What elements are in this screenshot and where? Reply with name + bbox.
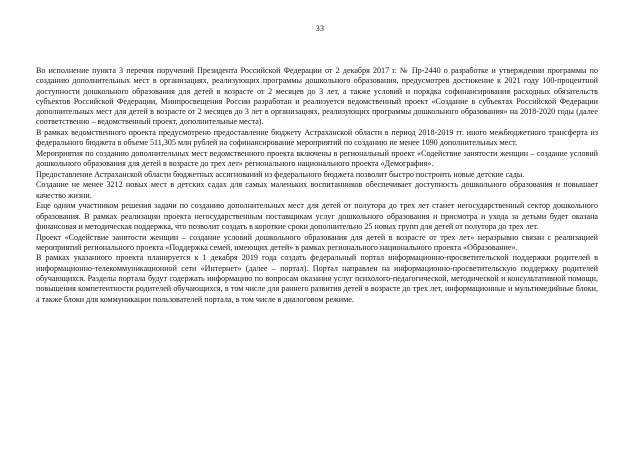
document-body (36, 66, 598, 305)
paragraph-5: Создание не менее 3212 новых мест в детских садах для самых маленьких воспитанников обеспечивает доступность дошкольного образования и повышает качество жизни. (36, 180, 598, 200)
paragraph-4: Предоставление Астраханской области бюджетных ассигнований из федерального бюджета позволит быстро построить новые детские сады. (36, 169, 525, 179)
paragraph-6: Еще одним участником решения задачи по созданию дополнительных мест для детей от полутора до трех лет станет негосударственный сектор дошкольного образования. В рамках реализации проекта негосударственным поставщикам услуг дошкольного образования и присмотра и ухода за детьми будет оказана финансовая и методическая поддержка, что позволит создать в короткие сроки дополнительно 25 новых групп для детей от полутора до трех лет. (36, 201, 598, 231)
paragraph-1: Во исполнение пункта 3 перечня поручений Президента Российской Федерации от 2 декабря 2017 г. № Пр-2440 о разработке и утверждении программы по созданию дополнительных мест в организациях, реализующих программы дошкольного образования, предусмотрев достижение к 2021 году 100-процентной доступности дошкольного образования для детей в возрасте от 2 месяцев до 3 лет, а также условий и порядка софинансирования расходных обязательств субъектов Российской Федерации, Минпросвещения России разработан и реализуется ведомственный проект «Создание в субъектах Российской Федерации дополнительных мест для детей в возрасте от 2 месяцев до 3 лет в организациях, реализующих программы дошкольного образования» на 2018-2020 годы (далее соответственно – ведомственный проект, дополнительные места). (36, 66, 598, 127)
page-number: 33 (315, 24, 325, 33)
paragraph-3: Мероприятия по созданию дополнительных мест ведомственного проекта включены в региональный проект «Содействие занятости женщин – создание условий дошкольного образования для детей в возрасте до трех лет» регионального национального проекта «Демография». (36, 148, 598, 169)
paragraph-2: В рамках ведомственного проекта предусмотрено предоставление бюджету Астраханской области в период 2018-2019 гг. иного межбюджетного трансферта из федерального бюджета в объеме 511,305 млн рублей на софинансирование мероприятий по созданию не менее 1090 дополнительных мест. (36, 128, 598, 148)
paragraph-7: Проект «Содействие занятости женщин – создание условий дошкольного образования для детей в возрасте от трех лет» неразрывно связан с реализацией мероприятий регионального проекта «Поддержка семей, имеющих детей» в рамках регионального национального проекта «Образование». (36, 232, 598, 252)
paragraph-8: В рамках указанного проекта планируется к 1 декабря 2019 года создать федеральный портал информационно-просветительской поддержки родителей в информационно-телекоммуникационной сети «Интернет» (далее – портал). Портал направлен на информационно-просветительскую поддержку родителей обучающихся. Разделы портала будут содержать информацию по вопросам оказания услуг психолого-педагогической, методической и консультативной помощи, повышения компетентности родителей обучающихся, в том числе для раннего развития детей в возрасте до трех лет, информационные и мультимедийные блоки, а также блоки для коммуникации пользователей портала, в том числе в диалоговом режиме. (36, 253, 598, 304)
